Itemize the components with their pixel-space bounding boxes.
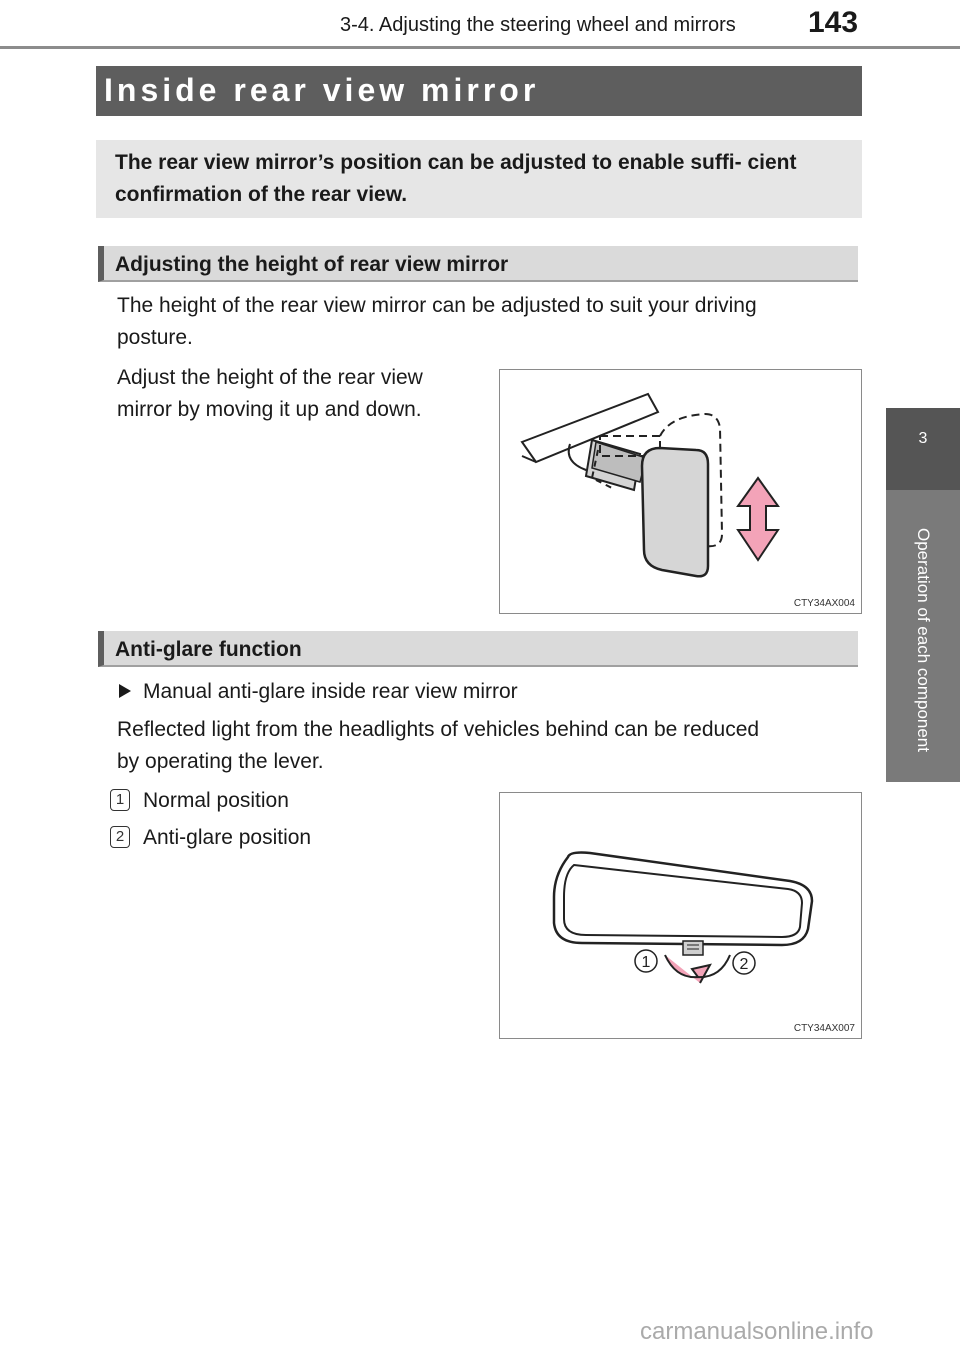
page-title: Inside rear view mirror [104, 72, 540, 108]
rear-view-mirror [642, 448, 708, 576]
height-instruction-line1: Adjust the height of the rear view [117, 366, 423, 389]
chapter-number: 3 [918, 430, 928, 447]
header-rule [0, 46, 960, 49]
callout-1: 1 [641, 954, 651, 971]
mirror-height-drawing [500, 370, 861, 613]
chapter-tab-number-block [886, 408, 960, 490]
up-down-arrow-icon [738, 478, 778, 560]
watermark: carmanualsonline.info [640, 1318, 874, 1345]
intro-text: The rear view mirror’s position can be adjusted to enable suffi- cient confirmation of the rear view. [115, 151, 797, 206]
mirror-height-illustration [499, 369, 862, 614]
page-number: 143 [808, 6, 859, 39]
figure-code: CTY34AX004 [793, 598, 855, 609]
height-instruction-line2: mirror by moving it up and down. [117, 398, 422, 421]
antiglare-bullet: Manual anti-glare inside rear view mirror [143, 680, 518, 703]
antiglare-paragraph-line2: by operating the lever. [117, 750, 324, 773]
height-section-heading: Adjusting the height of rear view mirror [115, 253, 509, 276]
height-paragraph-line1: The height of the rear view mirror can be adjusted to suit your driving [117, 294, 757, 317]
antiglare-drawing [500, 793, 861, 1038]
item-number-badge: 2 [110, 826, 130, 848]
item-label-normal: Normal position [143, 789, 289, 812]
callout-2: 2 [739, 956, 749, 973]
figure-code: CTY34AX007 [793, 1023, 855, 1034]
running-header-section: 3-4. Adjusting the steering wheel and mirrors [340, 14, 736, 36]
antiglare-lever-illustration [499, 792, 862, 1039]
bullet-triangle-icon [119, 684, 131, 698]
lever-arrow-icon [665, 955, 710, 983]
antiglare-paragraph-line1: Reflected light from the headlights of vehicles behind can be reduced [117, 718, 760, 741]
antiglare-lever [683, 941, 703, 955]
antiglare-section-heading: Anti-glare function [115, 638, 302, 661]
chapter-label: Operation of each component [914, 528, 933, 752]
item-number-badge: 1 [110, 789, 130, 811]
height-paragraph-line2: posture. [117, 326, 193, 349]
item-label-antiglare: Anti-glare position [143, 826, 312, 849]
